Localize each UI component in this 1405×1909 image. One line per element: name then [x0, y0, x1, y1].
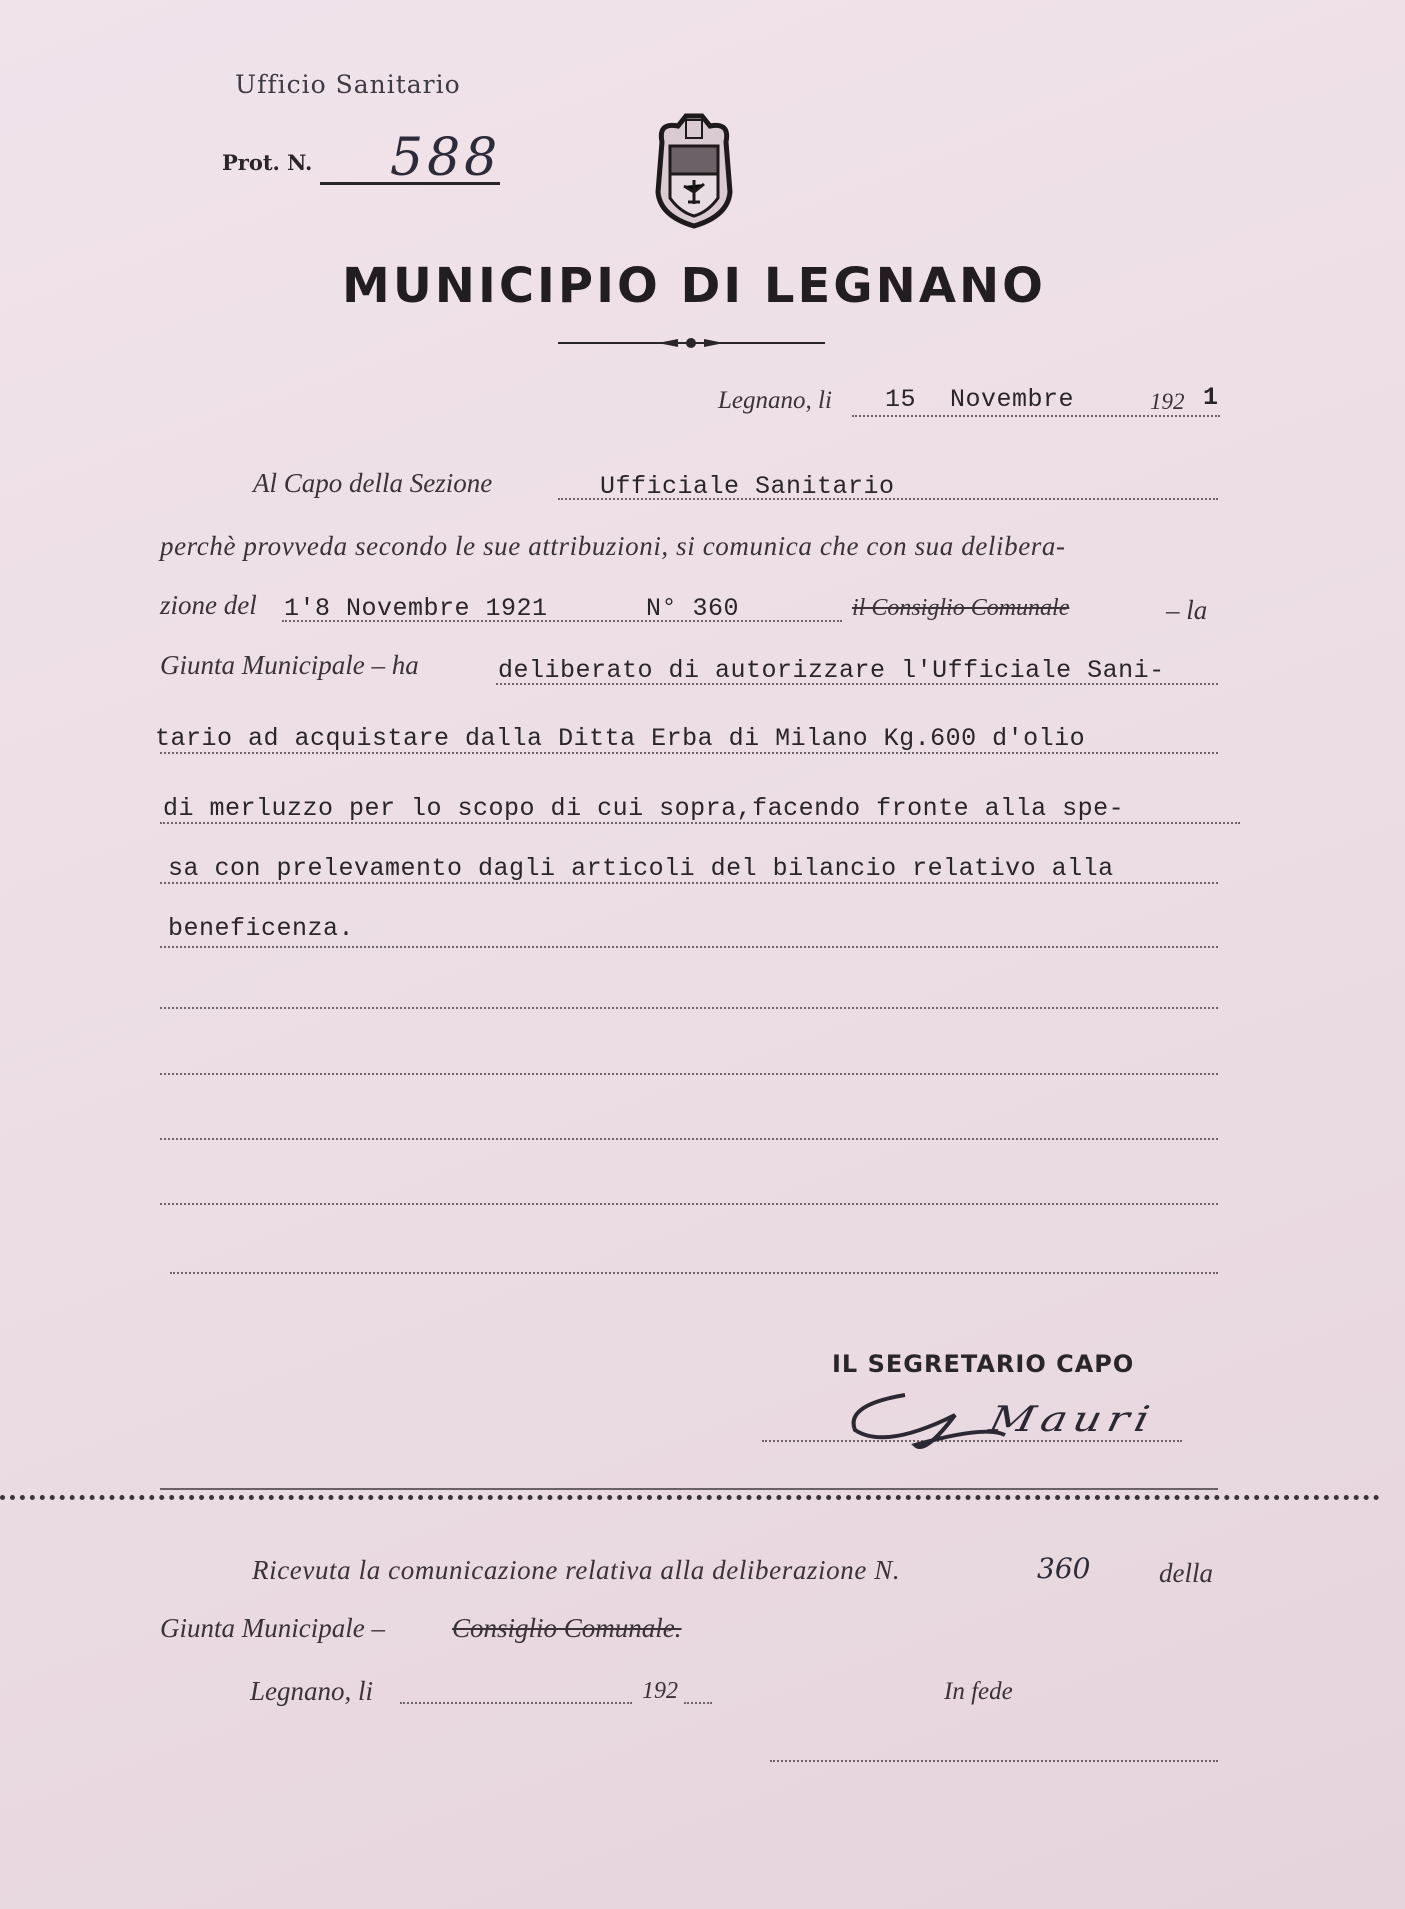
typed-line: di merluzzo per lo scopo di cui sopra,facendo fronte alla spe-: [163, 794, 1125, 823]
receipt-signature-line: [770, 1760, 1218, 1762]
body-line4-value: deliberato di autorizzare l'Ufficiale Sani-: [498, 656, 1165, 685]
body-line1-prefix: Al Capo della Sezione: [253, 468, 493, 498]
body-line2: perchè provveda secondo le sue attribuzioni, si comunica che con sua delibera-: [160, 531, 1066, 561]
typed-line: tario ad acquistare dalla Ditta Erba di Milano Kg.600 d'olio: [155, 724, 1086, 753]
body-line3-prefix: zione del: [160, 590, 257, 620]
date-day: 15: [885, 385, 917, 414]
coat-of-arms-icon: [648, 112, 740, 230]
title-ornament: [558, 333, 825, 343]
receipt-line1-suffix: della: [1159, 1558, 1213, 1588]
page-title: MUNICIPIO DI LEGNANO: [342, 258, 1046, 314]
receipt-date-field: [400, 1702, 632, 1704]
body-line3-suffix: – la: [1166, 595, 1208, 625]
receipt-line2-prefix: Giunta Municipale –: [160, 1613, 385, 1643]
blank-line: [160, 1073, 1218, 1075]
blank-line: [170, 1272, 1218, 1274]
protocol-label: Prot. N.: [222, 150, 313, 175]
section-value: Ufficiale Sanitario: [600, 472, 895, 501]
date-month: Novembre: [950, 385, 1075, 414]
struck-consiglio: il Consiglio Comunale: [852, 595, 1070, 621]
in-fede: In fede: [944, 1678, 1013, 1705]
receipt-line1-prefix: Ricevuta la comunicazione relativa alla deliberazione N.: [252, 1555, 901, 1585]
struck-consiglio-receipt: Consiglio Comunale.: [452, 1613, 682, 1643]
receipt-date-label: Legnano, li: [250, 1676, 374, 1706]
body-line4-prefix: Giunta Municipale – ha: [160, 650, 419, 680]
typed-line: sa con prelevamento dagli articoli del bilancio relativo alla: [168, 854, 1114, 883]
date-year-suffix: 1: [1203, 383, 1219, 412]
perforation-line: [0, 1495, 1380, 1500]
deliberation-number: N° 360: [646, 594, 740, 623]
blank-line: [160, 1007, 1218, 1009]
blank-line: [160, 1203, 1218, 1205]
deliberation-date: 1'8 Novembre 1921: [284, 594, 548, 623]
signature-mark: Mauri: [985, 1399, 1160, 1440]
signatory-title: IL SEGRETARIO CAPO: [832, 1350, 1135, 1378]
date-year-prefix: 192: [1150, 389, 1185, 414]
receipt-number: 360: [1037, 1552, 1091, 1585]
typed-line: beneficenza.: [168, 914, 355, 943]
blank-line: [160, 1138, 1218, 1140]
date-label: Legnano, li: [718, 387, 832, 414]
receipt-year: 192: [642, 1678, 678, 1704]
office-stamp: Ufficio Sanitario: [235, 70, 461, 99]
protocol-number: 588: [390, 128, 502, 188]
